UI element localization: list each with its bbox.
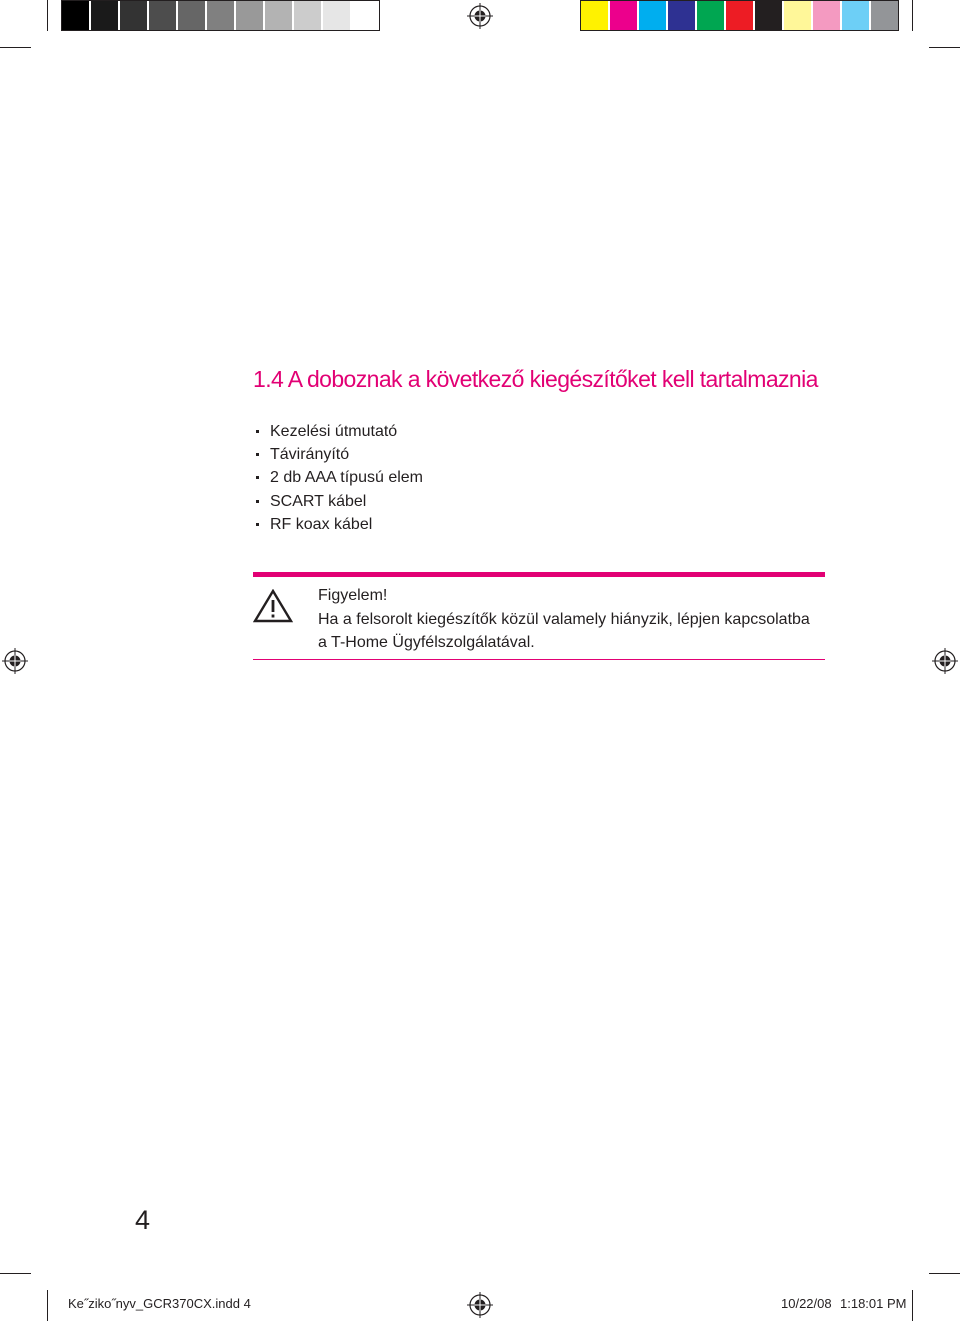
registration-mark-icon xyxy=(2,648,28,674)
crop-mark xyxy=(47,1290,48,1321)
gray-color-bar xyxy=(61,0,380,31)
color-swatch xyxy=(178,1,207,30)
crop-mark xyxy=(0,1273,31,1274)
slug-filename: Ke˝ziko˝nyv_GCR370CX.indd 4 xyxy=(68,1296,251,1311)
slug-time: 1:18:01 PM xyxy=(840,1296,907,1311)
color-swatch xyxy=(871,1,898,30)
color-swatch xyxy=(813,1,842,30)
color-swatch xyxy=(639,1,668,30)
crop-mark xyxy=(929,1273,960,1274)
registration-mark-icon xyxy=(467,3,493,29)
process-color-bar xyxy=(580,0,899,31)
color-swatch xyxy=(265,1,294,30)
crop-mark xyxy=(0,47,31,48)
color-swatch xyxy=(207,1,236,30)
list-item: 2 db AAA típusú elem xyxy=(253,466,423,489)
notice-top-rule xyxy=(253,572,825,577)
color-swatch xyxy=(294,1,323,30)
list-item: Távirányító xyxy=(253,443,423,466)
color-swatch xyxy=(726,1,755,30)
list-item: Kezelési útmutató xyxy=(253,420,423,443)
color-swatch xyxy=(697,1,726,30)
crop-mark xyxy=(47,0,48,31)
color-swatch xyxy=(149,1,178,30)
color-swatch xyxy=(668,1,697,30)
contents-list xyxy=(253,420,423,536)
color-swatch xyxy=(755,1,784,30)
registration-mark-icon xyxy=(467,1292,493,1318)
color-swatch xyxy=(784,1,813,30)
color-swatch xyxy=(91,1,120,30)
color-swatch xyxy=(610,1,639,30)
crop-mark xyxy=(912,0,913,31)
notice-line: Ha a felsorolt kiegészítők közül valamely hiányzik, lépjen kapcsolatba xyxy=(318,610,810,628)
notice-text xyxy=(318,584,810,655)
color-swatch xyxy=(323,1,352,30)
crop-mark xyxy=(929,47,960,48)
list-item: SCART kábel xyxy=(253,490,423,513)
color-swatch xyxy=(62,1,91,30)
page-number: 4 xyxy=(135,1205,151,1235)
notice-line: a T-Home Ügyfélszolgálatával. xyxy=(318,634,535,651)
warning-triangle-icon xyxy=(253,589,293,623)
color-swatch xyxy=(842,1,871,30)
color-swatch xyxy=(236,1,265,30)
color-swatch xyxy=(120,1,149,30)
color-swatch xyxy=(581,1,610,30)
notice-bottom-rule xyxy=(253,659,825,660)
notice-title: Figyelem! xyxy=(318,587,388,604)
crop-mark xyxy=(912,1290,913,1321)
slug-date: 10/22/08 xyxy=(781,1296,832,1311)
section-heading: 1.4 A doboznak a következő kiegészítőket kell tartalmaznia xyxy=(253,366,818,392)
color-swatch xyxy=(352,1,379,30)
list-item: RF koax kábel xyxy=(253,513,423,536)
registration-mark-icon xyxy=(932,648,958,674)
